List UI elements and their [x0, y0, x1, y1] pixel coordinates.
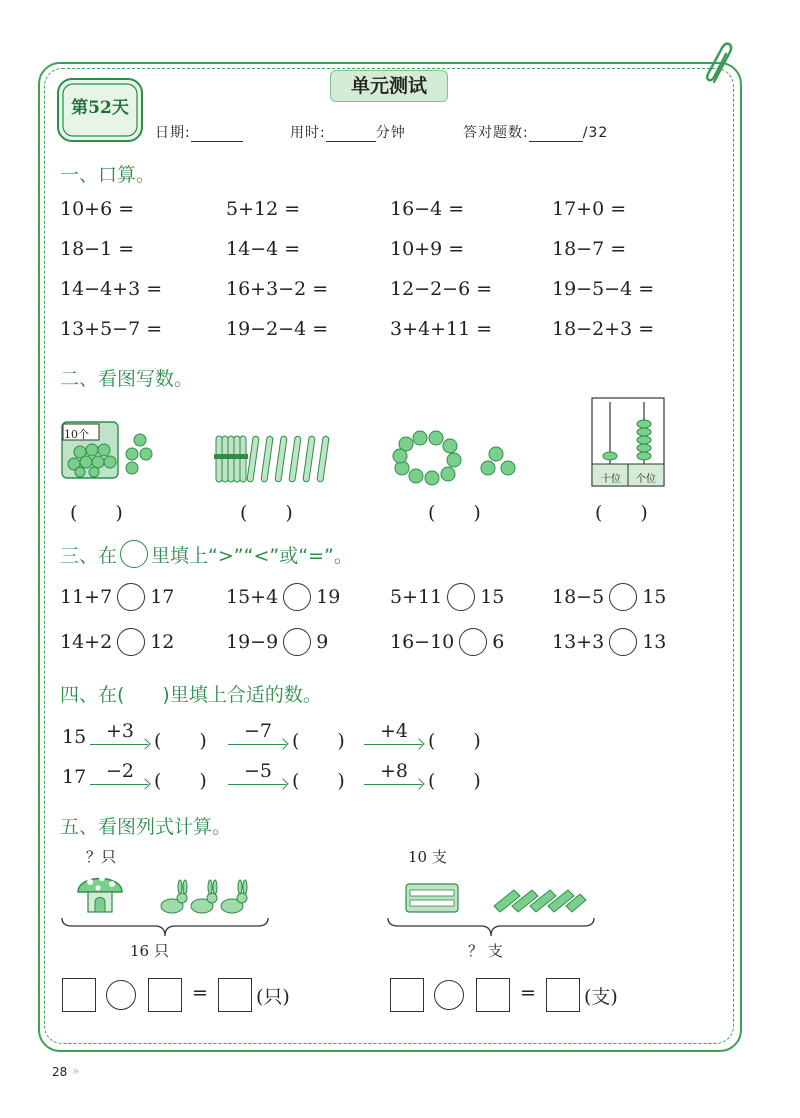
problem-3-1[interactable]: 14−4+3 =	[60, 278, 163, 300]
section4-title: 四、在( )里填上合适的数。	[60, 684, 322, 706]
compare-circle[interactable]	[447, 583, 475, 611]
compare-right: 15	[642, 586, 667, 608]
compare-1-3	[390, 583, 504, 611]
mushroom-house-icon	[74, 866, 126, 916]
compare-circle[interactable]	[117, 583, 145, 611]
picture-ten-box	[60, 420, 160, 482]
circle-example-icon	[120, 540, 148, 568]
compare-right: 15	[480, 586, 505, 608]
chain1-op1: +3	[105, 720, 134, 742]
right-answer-box-1[interactable]	[390, 978, 424, 1012]
compare-2-4	[552, 628, 666, 656]
picture-dots-ring	[390, 428, 530, 488]
right-answer-box-3[interactable]	[546, 978, 580, 1012]
chain1-op3: +4	[379, 720, 408, 742]
page-number: 28	[52, 1065, 68, 1079]
chain2-op1: −2	[105, 760, 134, 782]
chain1-op2: −7	[243, 720, 272, 742]
compare-circle[interactable]	[609, 583, 637, 611]
left-top-label: ？只	[86, 848, 117, 866]
left-unit: (只)	[256, 986, 290, 1008]
problem-1-4[interactable]: 17+0 =	[552, 198, 627, 220]
right-operator-circle[interactable]	[434, 980, 464, 1010]
compare-left: 13+3	[552, 631, 605, 653]
compare-2-3	[390, 628, 504, 656]
right-top-label: 10 支	[408, 848, 447, 866]
right-brace-icon	[386, 916, 596, 938]
arrow-right-icon	[90, 784, 148, 785]
answer-paren-4[interactable]: ( )	[595, 502, 648, 524]
problem-2-4[interactable]: 18−7 =	[552, 238, 627, 260]
abacus-ones-label: 个位	[636, 474, 656, 485]
chain2-blank1[interactable]: ( )	[154, 770, 207, 792]
problem-2-1[interactable]: 18−1 =	[60, 238, 135, 260]
problem-3-4[interactable]: 19−5−4 =	[552, 278, 655, 300]
day-badge-label: 第52天	[71, 98, 129, 118]
score-total: /32	[582, 125, 609, 141]
compare-left: 14+2	[60, 631, 113, 653]
compare-right: 17	[150, 586, 175, 608]
date-field[interactable]	[155, 122, 243, 142]
compare-circle[interactable]	[283, 628, 311, 656]
chain1-blank1[interactable]: ( )	[154, 730, 207, 752]
right-unit: (支)	[584, 986, 618, 1008]
compare-2-2	[226, 628, 328, 656]
compare-right: 9	[316, 631, 329, 653]
problem-4-4[interactable]: 18−2+3 =	[552, 318, 655, 340]
arrow-right-icon	[228, 784, 286, 785]
abacus-tens-label: 十位	[601, 474, 621, 485]
compare-1-4	[552, 583, 666, 611]
compare-left: 5+11	[390, 586, 443, 608]
compare-left: 18−5	[552, 586, 605, 608]
arrow-right-icon	[90, 744, 148, 745]
arrow-right-icon	[364, 744, 422, 745]
compare-left: 15+4	[226, 586, 279, 608]
chain1-start: 15	[62, 726, 87, 748]
time-label: 用时:	[290, 125, 326, 141]
compare-right: 19	[316, 586, 341, 608]
pencils-icon	[488, 880, 588, 914]
time-unit: 分钟	[375, 125, 406, 141]
problem-1-2[interactable]: 5+12 =	[226, 198, 301, 220]
compare-circle[interactable]	[117, 628, 145, 656]
compare-circle[interactable]	[459, 628, 487, 656]
date-label: 日期:	[155, 125, 191, 141]
left-answer-box-2[interactable]	[148, 978, 182, 1012]
compare-2-1	[60, 628, 174, 656]
left-bottom-label: 16 只	[130, 942, 169, 960]
compare-left: 19−9	[226, 631, 279, 653]
problem-4-3[interactable]: 3+4+11 =	[390, 318, 493, 340]
compare-left: 11+7	[60, 586, 113, 608]
compare-left: 16−10	[390, 631, 455, 653]
paperclip-icon	[700, 38, 740, 88]
section5-title: 五、看图列式计算。	[60, 816, 232, 838]
left-brace-icon	[60, 916, 270, 938]
problem-3-3[interactable]: 12−2−6 =	[390, 278, 493, 300]
chain2-op2: −5	[243, 760, 272, 782]
problem-1-3[interactable]: 16−4 =	[390, 198, 465, 220]
problem-1-1[interactable]: 10+6 =	[60, 198, 135, 220]
section3-title	[60, 540, 353, 568]
left-equals: =	[192, 982, 208, 1004]
compare-circle[interactable]	[609, 628, 637, 656]
rabbits-icon	[158, 878, 250, 916]
time-field[interactable]	[290, 122, 406, 142]
left-answer-box-3[interactable]	[218, 978, 252, 1012]
problem-2-2[interactable]: 14−4 =	[226, 238, 301, 260]
arrow-right-icon	[228, 744, 286, 745]
score-label: 答对题数:	[463, 125, 529, 141]
section3-title-pre: 三、在	[60, 544, 118, 567]
day-badge	[54, 73, 146, 145]
compare-right: 12	[150, 631, 175, 653]
answer-paren-1[interactable]: ( )	[70, 502, 123, 524]
compare-right: 6	[492, 631, 505, 653]
score-field[interactable]	[463, 122, 608, 142]
left-operator-circle[interactable]	[106, 980, 136, 1010]
compare-right: 13	[642, 631, 667, 653]
chain2-blank3[interactable]: ( )	[428, 770, 481, 792]
chain2-blank2[interactable]: ( )	[292, 770, 345, 792]
compare-1-1	[60, 583, 174, 611]
chain1-blank3[interactable]: ( )	[428, 730, 481, 752]
chain2-op3: +8	[379, 760, 408, 782]
picture-abacus	[588, 396, 668, 488]
problem-3-2[interactable]: 16+3−2 =	[226, 278, 329, 300]
left-answer-box-1[interactable]	[62, 978, 96, 1012]
pencil-box-icon	[404, 878, 460, 916]
page-arrow-icon: »	[72, 1064, 80, 1078]
problem-4-2[interactable]: 19−2−4 =	[226, 318, 329, 340]
chain1-blank2[interactable]: ( )	[292, 730, 345, 752]
section3-title-post: 里填上“>”“<”或“=”。	[151, 544, 353, 567]
problem-2-3[interactable]: 10+9 =	[390, 238, 465, 260]
right-bottom-label: ？ 支	[468, 942, 503, 960]
right-equals: =	[520, 982, 536, 1004]
right-answer-box-2[interactable]	[476, 978, 510, 1012]
compare-1-2	[226, 583, 340, 611]
chain2-start: 17	[62, 766, 87, 788]
section1-title: 一、口算。	[60, 164, 156, 186]
answer-paren-3[interactable]: ( )	[428, 502, 481, 524]
compare-circle[interactable]	[283, 583, 311, 611]
picture-sticks	[212, 430, 330, 488]
ten-box-label: 10个	[64, 428, 89, 441]
answer-paren-2[interactable]: ( )	[240, 502, 293, 524]
problem-4-1[interactable]: 13+5−7 =	[60, 318, 163, 340]
section2-title: 二、看图写数。	[60, 368, 194, 390]
arrow-right-icon	[364, 784, 422, 785]
page-title: 单元测试	[330, 70, 448, 102]
